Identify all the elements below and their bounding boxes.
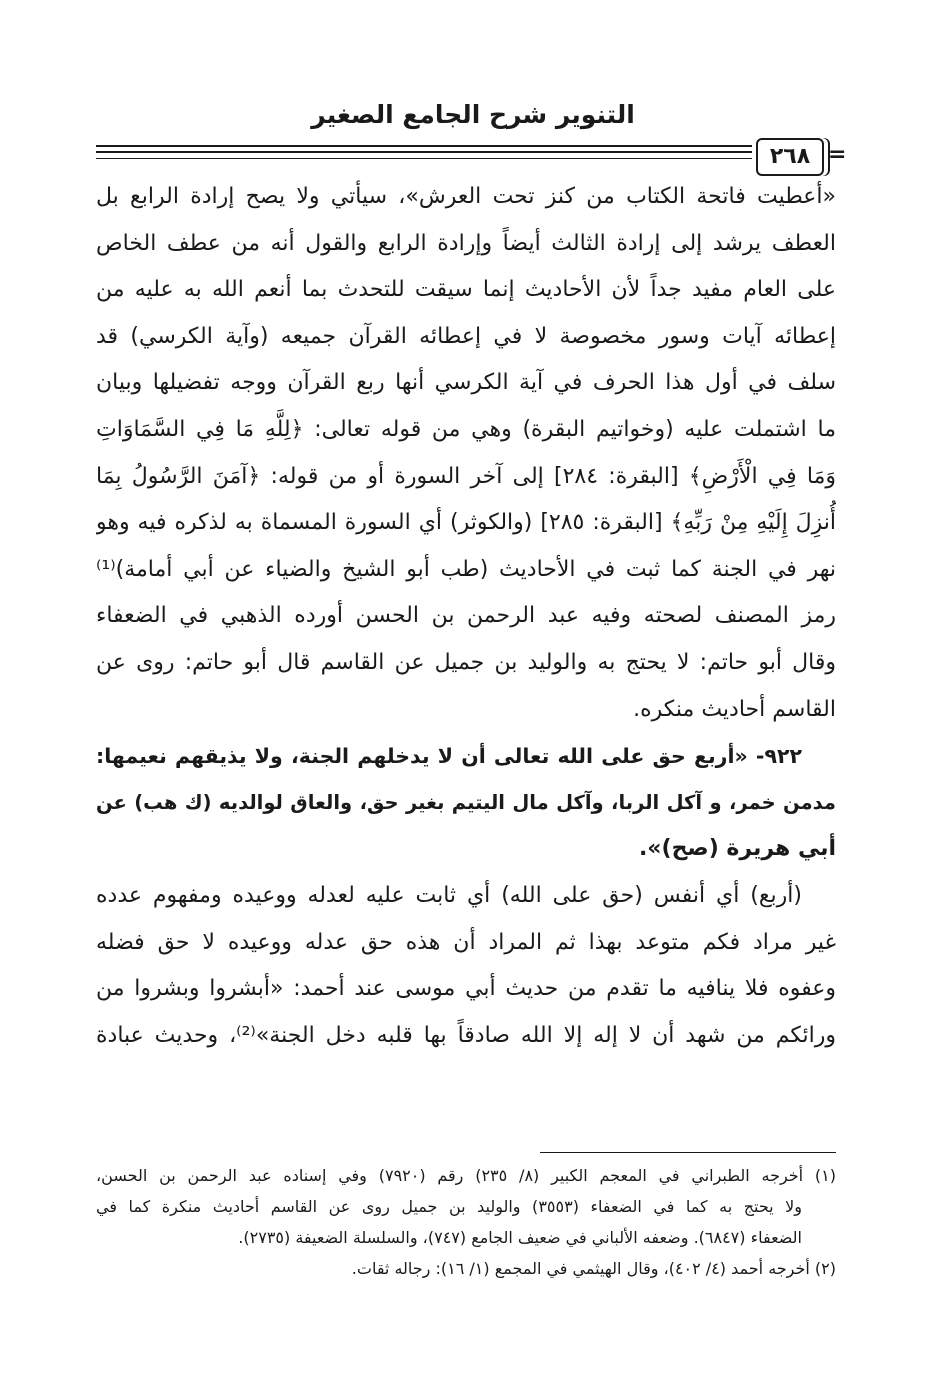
text-line: العطف يرشد إلى إرادة الثالث أيضاً وإرادة الرابع والقول أنه من عطف الخاص [96,230,836,256]
text-line: «أعطيت فاتحة الكتاب من كنز تحت العرش»، سيأتي ولا يصح إرادة الرابع بل [96,184,836,209]
text-line: وَمَا فِي الْأَرْضِ﴾ [البقرة: ٢٨٤] إلى آخر السورة أو من قوله: ﴿آمَنَ الرَّسُولُ بِمَا [96,463,836,489]
hadith-text-line: أبي هريرة (صح)». [638,836,836,862]
body-text [96,174,836,1059]
text-line: سلف في أول هذا الحرف في آية الكرسي أنها ربع القرآن ووجه تفضيلها وبيان [96,370,836,396]
footnotes [96,1160,836,1284]
text-line: القاسم أحاديث منكره. [633,696,836,722]
text-line: أُنزِلَ إِلَيْهِ مِنْ رَبِّهِ﴾ [البقرة: ٢٨٥] (والكوثر) أي السورة المسماة به لذكره فيه وهو [96,510,836,536]
footnote-line: (١) أخرجه الطبراني في المعجم الكبير (٨/ ٢٣٥) رقم (٧٩٢٠) وفي إسناده عبد الرحمن بن الحسن، [96,1166,836,1185]
hadith-text-line: ٩٢٢- «أربع حق على الله تعالى أن لا يدخلهم الجنة، ولا يذيقهم نعيمها: [96,744,802,769]
text-line: (أربع) أي أنفس (حق على الله) أي ثابت عليه لعدله ووعيده ومفهوم عدده [96,882,802,908]
header-rule [96,151,752,153]
header-rule [96,145,752,147]
text-line: إعطائه آيات وسور مخصوصة لا في إعطائه القرآن جميعه (وآية الكرسي) قد [96,323,836,349]
text-line: ما اشتملت عليه (وخواتيم البقرة) وهي من قوله تعالى: ﴿لِلَّهِ مَا فِي السَّمَاوَاتِ [96,416,836,442]
text-line: على العام مفيد جداً لأن الأحاديث إنما سيقت للتحدث بما أنعم الله به عليه من [96,277,836,303]
text-line: وعفوه فلا ينافيه ما تقدم من حديث أبي موسى عند أحمد: «أبشروا وبشروا من [96,976,836,1002]
page-number: ٢٦٨ [756,138,824,176]
text-line: نهر في الجنة كما ثبت في الأحاديث (طب أبو الشيخ والضياء عن أبي أمامة)⁽¹⁾ [96,556,836,582]
text-line: وقال أبو حاتم: لا يحتج به والوليد بن جميل عن القاسم قال أبو حاتم: روى عن [96,649,836,675]
footnote-line: ولا يحتج به كما في الضعفاء (٣٥٥٣) والوليد بن جميل روى عن القاسم أحاديث منكرة كما في [96,1197,803,1216]
footnote-line: (٢) أخرجه أحمد (٤/ ٤٠٢)، وقال الهيثمي في المجمع (١/ ١٦): رجاله ثقات. [351,1259,836,1278]
text-line: رمز المصنف لصحته وفيه عبد الرحمن بن الحسن أورده الذهبي في الضعفاء [96,603,836,629]
page-number-mark: = [828,142,847,167]
running-title: التنوير شرح الجامع الصغير [311,100,635,129]
text-line: غير مراد فكم متوعد بهذا ثم المراد أن هذه حق عدله ووعيده لا حق فضله [96,929,836,955]
text-line: ورائكم من شهد أن لا إله إلا الله صادقاً بها قلبه دخل الجنة»⁽²⁾، وحديث عبادة [96,1022,836,1048]
footnote-rule [540,1152,836,1153]
hadith-text-line: مدمن خمر، و آكل الربا، وآكل مال اليتيم بغير حق، والعاق لوالديه (ك هب) عن [96,790,836,814]
footnote-line: الضعفاء (٦٨٤٧). وضعفه الألباني في ضعيف الجامع (٧٤٧)، والسلسلة الضعيفة (٢٧٣٥). [238,1228,802,1247]
header-rule [96,158,752,159]
